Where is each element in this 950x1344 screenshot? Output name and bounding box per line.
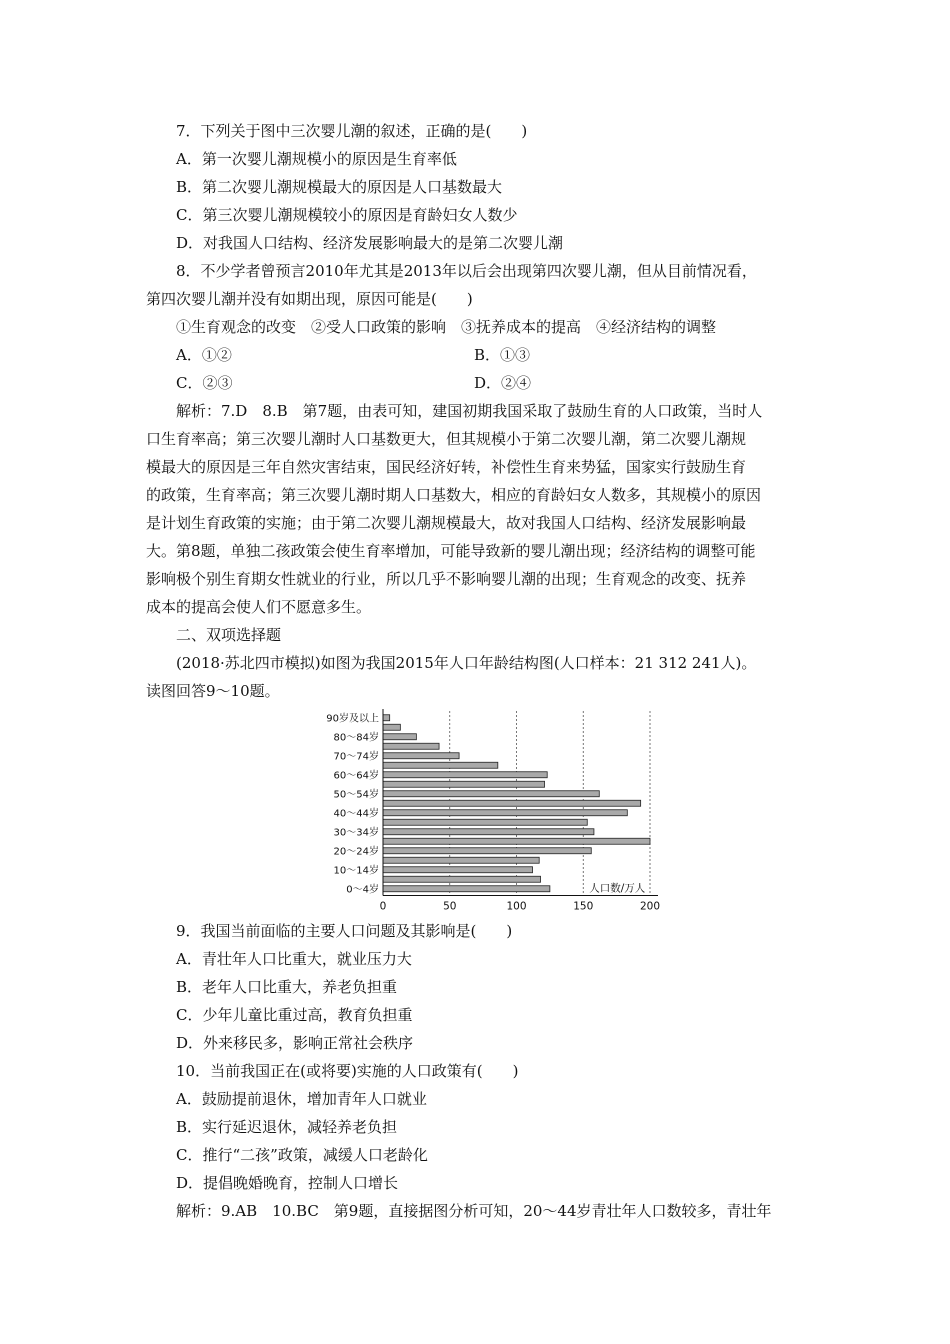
analysis1-line: 的政策，生育率高；第三次婴儿潮时期人口基数大，相应的育龄妇女人数多，其规模小的原因: [146, 486, 762, 504]
q7-stem: 7．下列关于图中三次婴儿潮的叙述，正确的是( ): [176, 122, 528, 140]
q10-option-c: C．推行“二孩”政策，减缓人口老龄化: [176, 1146, 428, 1164]
category-label: 50～54岁: [333, 789, 379, 801]
q9-option-d: D．外来移民多，影响正常社会秩序: [176, 1034, 414, 1052]
q7-option-d: D．对我国人口结构、经济发展影响最大的是第二次婴儿潮: [176, 234, 564, 252]
bar: [383, 734, 416, 740]
bar: [383, 838, 650, 844]
category-label: 70～74岁: [333, 751, 379, 763]
category-label: 60～64岁: [333, 770, 379, 782]
q8-stem-line2: 第四次婴儿潮并没有如期出现，原因可能是( ): [146, 290, 473, 308]
bar: [383, 753, 459, 759]
population-age-chart: [290, 703, 680, 913]
analysis1-line: 模最大的原因是三年自然灾害结束，国民经济好转，补偿性生育来势猛，国家实行鼓励生育: [146, 458, 747, 476]
analysis1-line: 成本的提高会使人们不愿意多生。: [146, 598, 372, 616]
x-tick-label: 200: [639, 900, 661, 913]
analysis1-line: 解析：7.D 8.B 第7题，由表可知，建国初期我国采取了鼓励生育的人口政策，当时人: [176, 402, 763, 420]
intro-line2: 读图回答9～10题。: [146, 682, 280, 700]
q7-option-a: A．第一次婴儿潮规模小的原因是生育率低: [176, 150, 457, 168]
q10-option-b: B．实行延迟退休，减轻养老负担: [176, 1118, 398, 1136]
analysis1-line: 是计划生育政策的实施；由于第二次婴儿潮规模最大，故对我国人口结构、经济发展影响最: [146, 514, 747, 532]
x-tick-label: 150: [573, 900, 594, 913]
category-label: 80～84岁: [333, 732, 379, 744]
bar: [383, 772, 547, 778]
category-label: 20～24岁: [333, 846, 379, 858]
q9-option-c: C．少年儿童比重过高，教育负担重: [176, 1006, 413, 1024]
q10-option-a: A．鼓励提前退休，增加青年人口就业: [176, 1090, 427, 1108]
q8-option-d: D．②④: [474, 374, 532, 392]
analysis1-line: 口生育率高；第三次婴儿潮时人口基数更大，但其规模小于第二次婴儿潮，第二次婴儿潮规: [146, 430, 747, 448]
bar: [383, 819, 587, 825]
bar: [383, 800, 641, 806]
bar: [383, 867, 533, 873]
x-axis-label: 人口数/万人: [589, 882, 646, 895]
bar: [383, 876, 541, 882]
bar: [383, 791, 599, 797]
q8-option-a: A．①②: [176, 346, 232, 364]
q10-stem: 10．当前我国正在(或将要)实施的人口政策有( ): [176, 1062, 519, 1080]
bar: [383, 886, 550, 892]
category-label: 90岁及以上: [326, 713, 379, 725]
category-label: 30～34岁: [333, 827, 379, 839]
q8-stem-line1: 8．不少学者曾预言2010年尤其是2013年以后会出现第四次婴儿潮，但从目前情况看，: [176, 262, 757, 280]
category-label: 10～14岁: [333, 865, 379, 877]
q8-option-b: B．①③: [474, 346, 531, 364]
q9-option-b: B．老年人口比重大，养老负担重: [176, 978, 398, 996]
q9-option-a: A．青壮年人口比重大，就业压力大: [176, 950, 412, 968]
q8-option-c: C．②③: [176, 374, 233, 392]
analysis1-line: 影响极个别生育期女性就业的行业，所以几乎不影响婴儿潮的出现；生育观念的改变、抚养: [146, 570, 747, 588]
q7-option-c: C．第三次婴儿潮规模较小的原因是育龄妇女人数少: [176, 206, 518, 224]
category-label: 0～4岁: [346, 884, 379, 896]
q8-items: ①生育观念的改变 ②受人口政策的影响 ③抚养成本的提高 ④经济结构的调整: [176, 318, 717, 336]
q7-option-b: B．第二次婴儿潮规模最大的原因是人口基数最大: [176, 178, 503, 196]
section-heading: 二、双项选择题: [176, 626, 282, 644]
q9-stem: 9．我国当前面临的主要人口问题及其影响是( ): [176, 922, 513, 940]
analysis2-line: 解析：9.AB 10.BC 第9题，直接据图分析可知，20～44岁青壮年人口数较多，青壮年: [176, 1202, 772, 1220]
bar: [383, 724, 400, 730]
bar: [383, 829, 594, 835]
analysis1-line: 大。第8题，单独二孩政策会使生育率增加，可能导致新的婴儿潮出现；经济结构的调整可能: [146, 542, 756, 560]
bar: [383, 743, 439, 749]
bar: [383, 762, 498, 768]
category-label: 40～44岁: [333, 808, 379, 820]
q10-option-d: D．提倡晚婚晚育，控制人口增长: [176, 1174, 399, 1192]
bar: [383, 848, 591, 854]
intro-line1: (2018·苏北四市模拟)如图为我国2015年人口年龄结构图(人口样本：21 312 241人)。: [176, 654, 757, 672]
x-tick-label: 50: [443, 900, 457, 913]
bar: [383, 857, 539, 863]
x-tick-label: 100: [506, 900, 527, 913]
bar: [383, 781, 545, 787]
bar: [383, 810, 627, 816]
x-tick-label: 0: [379, 900, 387, 913]
bar: [383, 715, 390, 721]
